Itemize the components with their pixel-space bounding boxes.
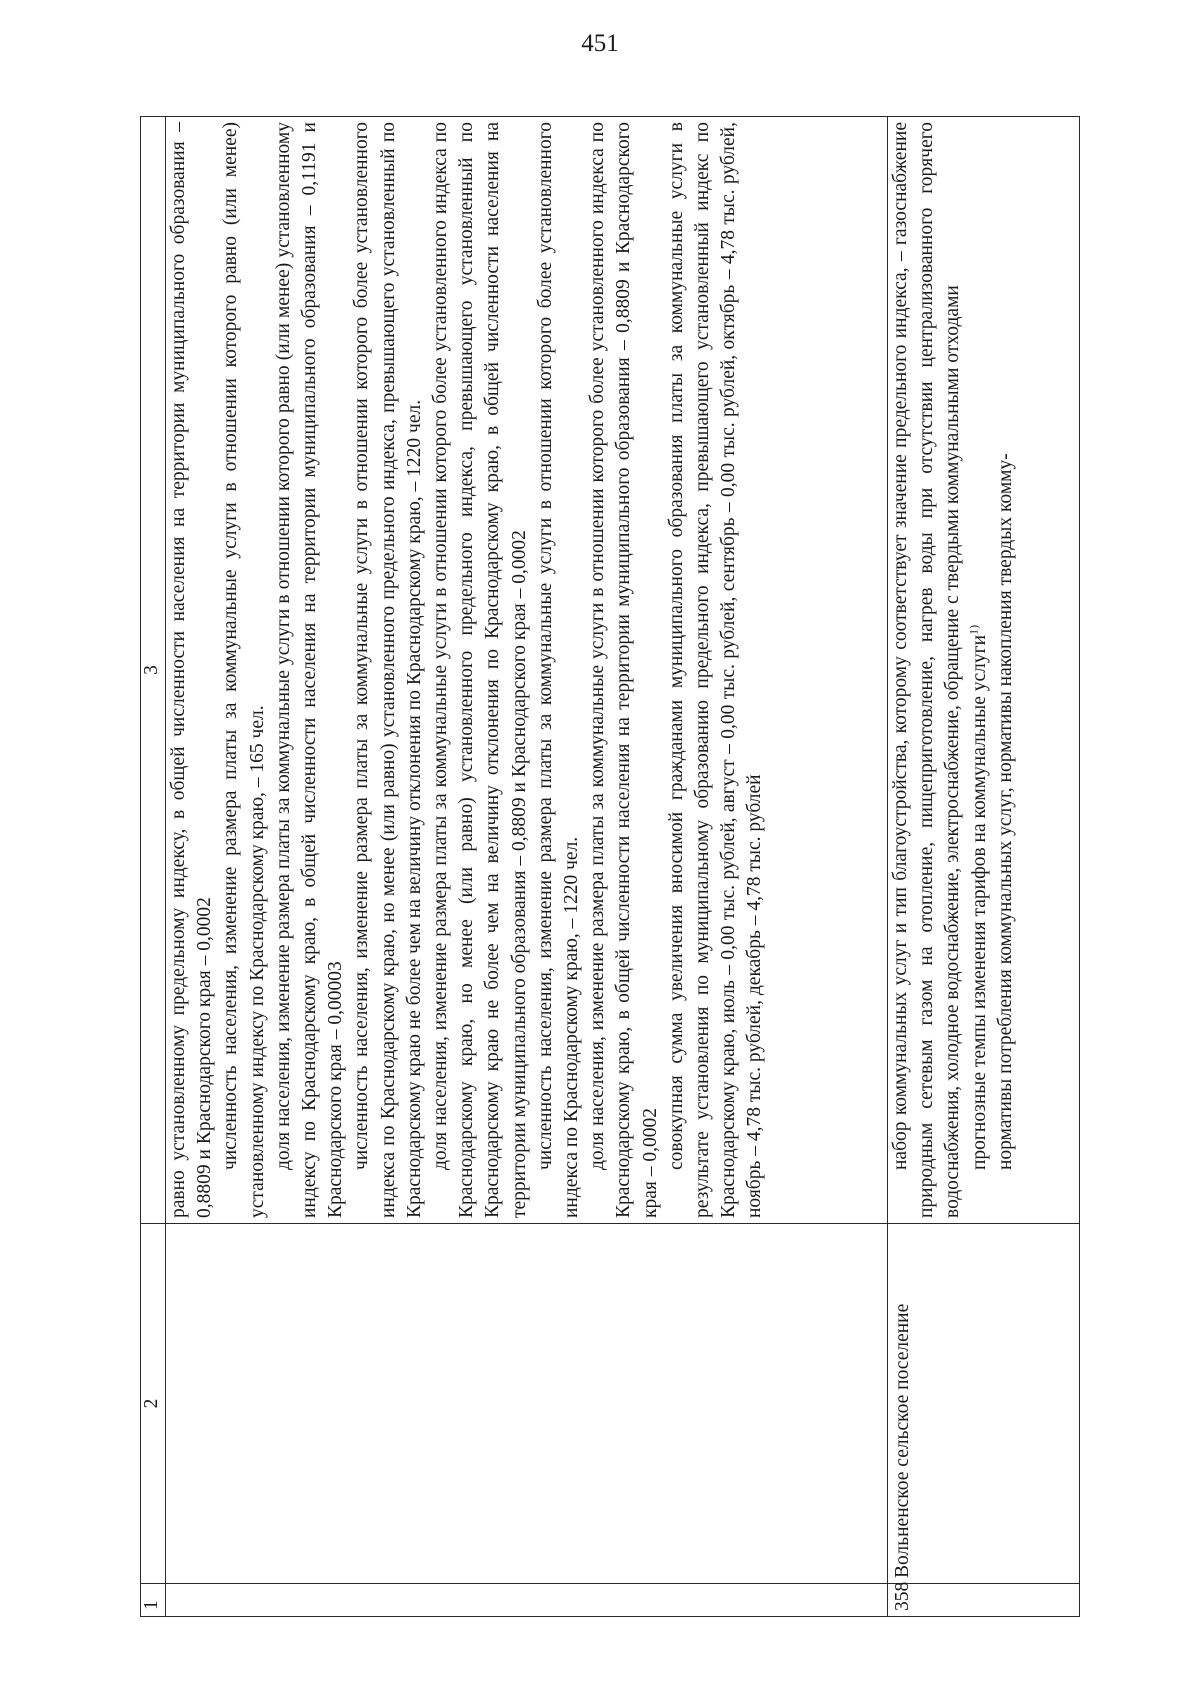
header-col-1: 1: [141, 1584, 166, 1617]
table-row-continued: [166, 117, 888, 1617]
header-col-2: 2: [141, 1224, 166, 1584]
row-number-cell: [888, 1581, 1080, 1617]
content-paragraph: набор коммунальных услуг и тип благоустройства, которому соответствует значение предельного индекса, – газоснабжение природным сетевым газом на отопление, пищеприготовление, нагрев воды при отсутствии централизованного горячего водоснабжения, холодное водоснабжение, электроснабжение, обращение с твердыми коммунальными отходами: [890, 122, 964, 1218]
rotated-table-frame: [140, 117, 1080, 1617]
data-table: [140, 116, 1080, 1617]
content-paragraph: совокупная сумма увеличения вносимой гражданами муниципального образования платы за коммунальные услуги в результате установления по муниципальному образованию предельного индекса, превышающего установленный индекс по Краснодарскому краю, июль – 0,00 тыс. рублей, август – 0,00 тыс. рублей, сентябрь – 0,00 тыс. рублей, октябрь – 4,78 тыс. рублей, ноябрь – 4,78 тыс. рублей, декабрь – 4,78 тыс. рублей: [665, 122, 766, 1218]
row-number-cell: [166, 1584, 888, 1617]
content-paragraph: [967, 122, 993, 1218]
settlement-name: Вольненское сельское поселение: [892, 1303, 913, 1578]
table-row-358: [888, 117, 1080, 1617]
row-name-cell: [166, 1224, 888, 1584]
content-paragraph: численность населения, изменение размера платы за коммунальные услуги в отношении которого более установленного индекса по Краснодарскому краю, – 1220 чел.: [534, 122, 583, 1218]
row-number: 358: [892, 1581, 913, 1611]
content-paragraph: численность населения, изменение размера платы за коммунальные услуги в отношении которого равно (или менее) установленному индексу по Краснодарскому краю, – 165 чел.: [220, 122, 268, 1218]
content-paragraph: нормативы потребления коммунальных услуг, нормативы накопления твердых комму-: [994, 453, 1016, 1170]
paragraph-text: прогнозные темпы изменения тарифов на коммунальные услуги: [968, 634, 990, 1170]
row-content-cell: [888, 117, 1080, 1224]
row-name-cell: [888, 1224, 1080, 1584]
table-header-row: [141, 117, 166, 1617]
content-paragraph: равно установленному предельному индексу, в общей численности населения на территории муниципального образования – 0,8809 и Краснодарского края – 0,0002: [168, 122, 216, 1218]
footnote-marker: 1): [966, 624, 981, 635]
page-number: 451: [581, 30, 619, 57]
content-paragraph: численность населения, изменение размера платы за коммунальные услуги в отношении которого более установленного индекса по Краснодарскому краю, но менее (или равно) установленного предельного индекса, превышающего установленный по Краснодарскому краю не более чем на величину отклонения по Краснодарскому краю, – 1220 чел.: [351, 122, 425, 1218]
row-content-cell: [166, 117, 888, 1224]
content-paragraph: доля населения, изменение размера платы за коммунальные услуги в отношении которого более установленного индекса по Краснодарскому краю, в общей численности населения на территории муниципального образования – 0,8809 и Краснодарского края – 0,0002: [587, 122, 661, 1218]
content-paragraph: доля населения, изменение размера платы за коммунальные услуги в отношении которого более установленного индекса по Краснодарскому краю, но менее (или равно) установленного предельного индекса, превышающего установленный по Краснодарскому краю не более чем на величину отклонения по Краснодарскому краю, в общей численности населения на территории муниципального образования – 0,8809 и Краснодарского края – 0,0002: [430, 122, 530, 1218]
header-col-3: 3: [141, 117, 166, 1224]
content-paragraph: доля населения, изменение размера платы за коммунальные услуги в отношении которого равно (или менее) установленному индексу по Краснодарскому краю, в общей численности населения на территории муниципального образования – 0,1191 и Краснодарского края – 0,00003: [272, 122, 347, 1218]
